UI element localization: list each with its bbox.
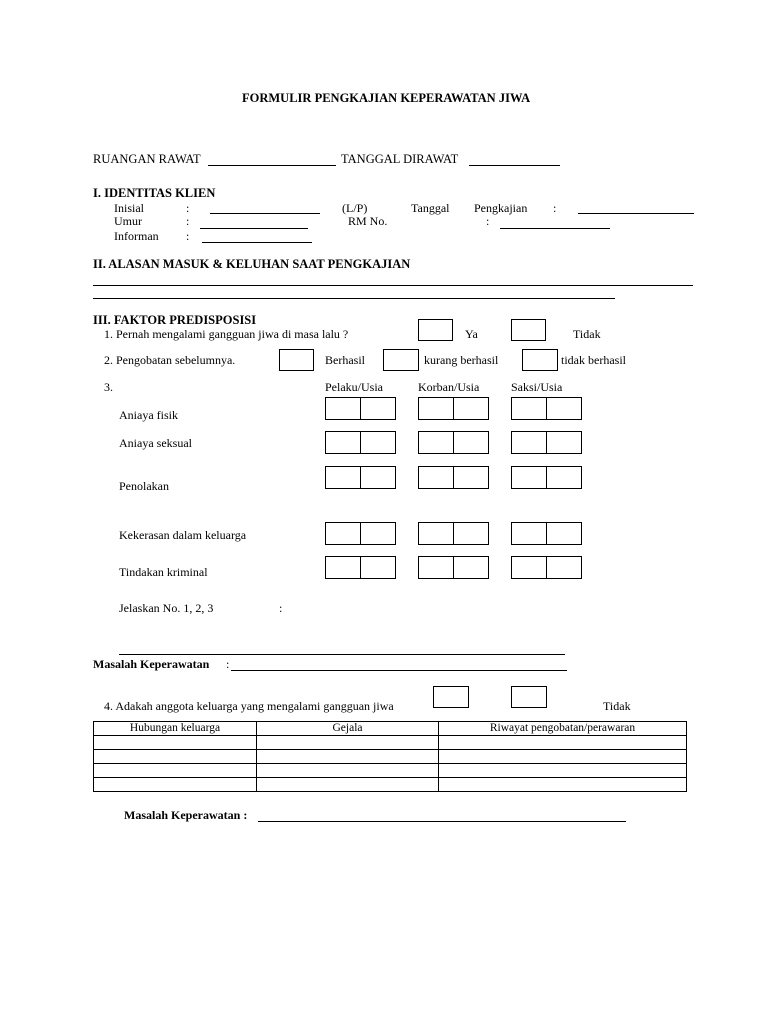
q2-berhasil-checkbox[interactable] [279,349,314,371]
q3-number: 3. [104,380,113,394]
table-row [94,778,687,792]
abuse-box-saksi-left[interactable] [511,431,547,454]
q4-tidak-label: Tidak [603,699,631,713]
inisial-label: Inisial [114,201,144,215]
abuse-box-saksi-right[interactable] [546,556,582,579]
section-alasan-title: II. ALASAN MASUK & KELUHAN SAAT PENGKAJIAN [93,257,411,271]
q1-text: 1. Pernah mengalami gangguan jiwa di masa lalu ? [104,327,349,341]
umur-label: Umur [114,214,142,228]
table-cell[interactable] [439,736,687,750]
family-history-table [93,721,687,792]
umur-colon: : [186,214,190,228]
abuse-box-korban-left[interactable] [418,556,454,579]
table-cell[interactable] [94,764,257,778]
abuse-box-korban-left[interactable] [418,397,454,420]
table-row [94,750,687,764]
q2-berhasil-label: Berhasil [325,353,365,367]
rm-field[interactable] [500,228,610,229]
q4-tidak-checkbox[interactable] [511,686,547,708]
abuse-box-pelaku-right[interactable] [360,522,396,545]
ruangan-rawat-field[interactable] [208,165,336,166]
tanggal-pengkajian-field[interactable] [578,213,694,214]
table-header-riwayat: Riwayat pengobatan/perawaran [439,722,687,736]
informan-field[interactable] [202,242,312,243]
q2-kurang-checkbox[interactable] [383,349,419,371]
abuse-box-pelaku-left[interactable] [325,556,361,579]
jelaskan-field[interactable] [119,654,565,655]
masalah-field-2[interactable] [258,821,626,822]
abuse-box-saksi-right[interactable] [546,522,582,545]
abuse-box-saksi-right[interactable] [546,466,582,489]
q4-text: 4. Adakah anggota keluarga yang mengalami gangguan jiwa [104,699,394,713]
abuse-box-pelaku-left[interactable] [325,431,361,454]
masalah-label-2: Masalah Keperawatan : [124,808,248,822]
table-cell[interactable] [94,750,257,764]
alasan-line-1[interactable] [93,285,693,286]
q2-tidak-label: tidak berhasil [561,353,626,367]
q2-kurang-label: kurang berhasil [424,353,499,367]
abuse-box-saksi-right[interactable] [546,397,582,420]
ruangan-rawat-label: RUANGAN RAWAT [93,152,201,166]
q2-text: 2. Pengobatan sebelumnya. [104,353,236,367]
abuse-box-korban-left[interactable] [418,431,454,454]
jelaskan-colon: : [279,601,283,615]
informan-colon: : [186,229,190,243]
col-pelaku-header: Pelaku/Usia [325,380,383,394]
table-cell[interactable] [439,764,687,778]
table-cell[interactable] [94,778,257,792]
abuse-box-korban-left[interactable] [418,522,454,545]
abuse-box-pelaku-right[interactable] [360,431,396,454]
rm-label: RM No. [348,214,388,228]
tanggal-label: Tanggal [411,201,450,215]
masalah-field[interactable] [231,670,567,671]
abuse-box-saksi-left[interactable] [511,397,547,420]
col-korban-header: Korban/Usia [418,380,480,394]
q1-ya-label: Ya [465,327,478,341]
table-cell[interactable] [439,778,687,792]
section-predisposisi-title: III. FAKTOR PREDISPOSISI [93,313,257,327]
pengkajian-colon: : [553,201,557,215]
abuse-box-pelaku-right[interactable] [360,397,396,420]
q1-tidak-checkbox[interactable] [511,319,546,341]
row-label-aniaya-seksual: Aniaya seksual [119,436,192,450]
abuse-box-saksi-left[interactable] [511,556,547,579]
abuse-box-saksi-right[interactable] [546,431,582,454]
section-identitas-title: I. IDENTITAS KLIEN [93,186,216,200]
pengkajian-label: Pengkajian [474,201,528,215]
masalah-colon: : [226,657,230,671]
q1-tidak-label: Tidak [573,327,601,341]
abuse-box-korban-right[interactable] [453,522,489,545]
abuse-box-korban-right[interactable] [453,466,489,489]
table-header-gejala: Gejala [257,722,439,736]
table-cell[interactable] [439,750,687,764]
col-saksi-header: Saksi/Usia [511,380,563,394]
q1-ya-checkbox[interactable] [418,319,453,341]
inisial-colon: : [186,201,190,215]
abuse-box-korban-right[interactable] [453,397,489,420]
table-cell[interactable] [257,778,439,792]
abuse-box-pelaku-right[interactable] [360,466,396,489]
tanggal-dirawat-label: TANGGAL DIRAWAT [341,152,459,166]
alasan-line-2[interactable] [93,298,615,299]
umur-field[interactable] [200,228,308,229]
table-cell[interactable] [257,736,439,750]
row-label-aniaya-fisik: Aniaya fisik [119,408,178,422]
q2-tidak-checkbox[interactable] [522,349,558,371]
table-cell[interactable] [94,736,257,750]
table-cell[interactable] [257,764,439,778]
table-row [94,764,687,778]
inisial-field[interactable] [210,213,320,214]
table-cell[interactable] [257,750,439,764]
row-label-penolakan: Penolakan [119,479,169,493]
page-title: FORMULIR PENGKAJIAN KEPERAWATAN JIWA [242,91,531,105]
abuse-box-korban-right[interactable] [453,431,489,454]
row-label-kekerasan: Kekerasan dalam keluarga [119,528,247,542]
abuse-box-korban-left[interactable] [418,466,454,489]
q4-ya-checkbox[interactable] [433,686,469,708]
abuse-box-pelaku-left[interactable] [325,397,361,420]
table-row [94,736,687,750]
informan-label: Informan [114,229,159,243]
rm-colon: : [486,214,490,228]
table-header-hubungan: Hubungan keluarga [94,722,257,736]
tanggal-dirawat-field[interactable] [469,165,560,166]
abuse-box-korban-right[interactable] [453,556,489,579]
masalah-label: Masalah Keperawatan [93,657,210,671]
abuse-box-pelaku-left[interactable] [325,522,361,545]
jelaskan-label: Jelaskan No. 1, 2, 3 [119,601,214,615]
abuse-box-saksi-left[interactable] [511,522,547,545]
abuse-box-pelaku-right[interactable] [360,556,396,579]
abuse-box-saksi-left[interactable] [511,466,547,489]
row-label-kriminal: Tindakan kriminal [119,565,208,579]
abuse-box-pelaku-left[interactable] [325,466,361,489]
lp-label: (L/P) [342,201,368,215]
